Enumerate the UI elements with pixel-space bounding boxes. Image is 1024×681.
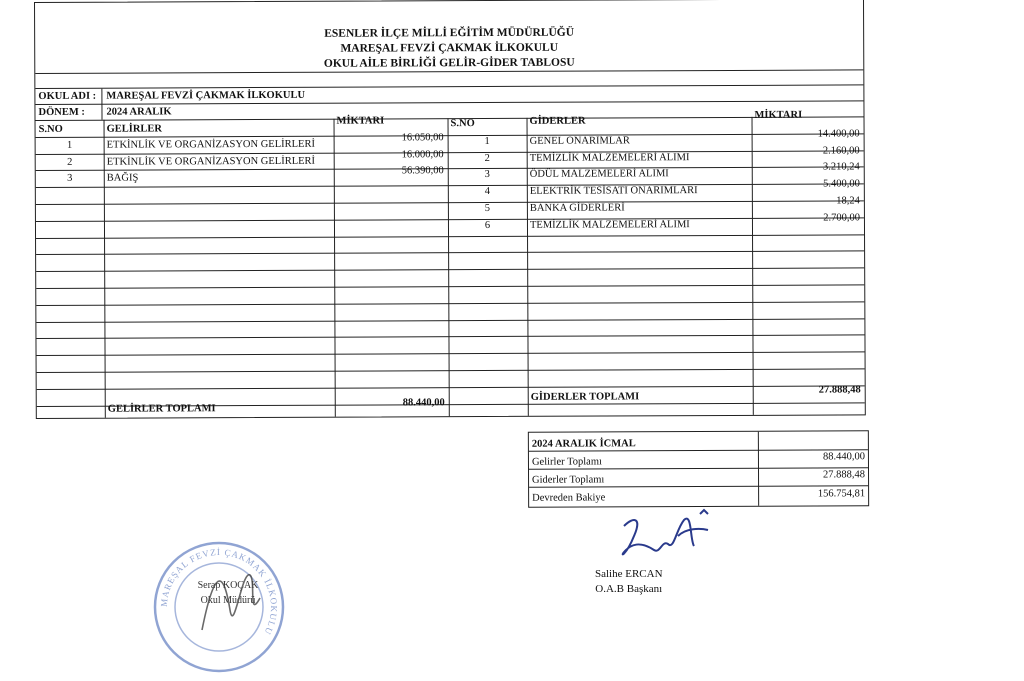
expense-row-amount: 3.210,24	[822, 161, 860, 173]
divider	[37, 352, 865, 357]
summary-value: 27.888,48	[823, 469, 866, 481]
income-row-amount: 16.050,00	[401, 132, 444, 144]
expense-row-name: TEMİZLİK MALZEMELERİ ALIMI	[529, 151, 690, 164]
income-expense-table	[34, 0, 866, 419]
income-row-name: ETKİNLİK VE ORGANİZASYON GELİRLERİ	[106, 138, 315, 151]
monthly-summary-table	[528, 430, 869, 507]
summary-title: 2024 ARALIK İCMAL	[531, 438, 636, 450]
expense-row-amount: 2.700,00	[823, 212, 860, 224]
school-name: MAREŞAL FEVZİ ÇAKMAK İLKOKULU	[106, 89, 306, 102]
school-seal-stamp	[152, 540, 286, 674]
expense-row-amount: 2.160,00	[822, 144, 860, 157]
expense-row-name: GENEL ONARIMLAR	[529, 135, 630, 147]
oab-signature	[604, 506, 714, 570]
expense-row-number: 4	[484, 186, 490, 198]
column-header-sno: S.NO	[450, 118, 475, 130]
stamp-ring-text: MAREŞAL FEVZİ ÇAKMAK İLKOKULU	[158, 546, 280, 637]
header-line-3: OKUL AİLE BİRLİĞİ GELİR-GİDER TABLOSU	[323, 56, 575, 70]
divider	[36, 268, 864, 273]
summary-value: 88.440,00	[822, 451, 865, 463]
expense-total-label: GİDERLER TOPLAMI	[530, 391, 640, 403]
period-label: DÖNEM :	[38, 106, 85, 118]
stamp-title: Okul Müdürü	[200, 595, 256, 606]
expense-row-amount: 5.400,00	[823, 178, 860, 190]
divider	[37, 368, 865, 373]
expense-row-name: BANKA GİDERLERİ	[529, 202, 625, 214]
income-total-label: GELİRLER TOPLAMI	[107, 403, 216, 415]
header-line-1: ESENLER İLÇE MİLLİ EĞİTİM MÜDÜRLÜĞÜ	[324, 26, 575, 40]
divider	[36, 335, 864, 340]
divider	[101, 89, 102, 120]
expense-row-amount: 14.400,00	[817, 128, 860, 140]
document-header	[35, 0, 863, 74]
summary-value: 156.754,81	[817, 488, 866, 500]
period-value: 2024 ARALIK	[106, 106, 172, 118]
income-row-name: ETKİNLİK VE ORGANİZASYON GELİRLERİ	[106, 155, 316, 168]
expense-row-name: ÖDÜL MALZEMELERİ ALIMI	[529, 168, 669, 181]
column-header-income: GELİRLER	[106, 123, 163, 135]
divider	[36, 284, 864, 289]
column-header-amount: MİKTARI	[754, 109, 803, 121]
divider	[36, 251, 864, 256]
income-row-name: BAĞIŞ	[106, 172, 139, 185]
divider	[334, 119, 336, 417]
divider	[36, 301, 864, 306]
divider	[527, 118, 529, 416]
school-label: OKUL ADI :	[38, 90, 97, 102]
expense-total-value: 27.888,48	[818, 384, 861, 396]
column-header-expense: GİDERLER	[529, 115, 586, 127]
divider	[37, 385, 865, 390]
signer-title: O.A.B Başkanı	[595, 583, 663, 595]
expense-row-amount: 18,24	[836, 195, 860, 207]
column-header-amount: MİKTARI	[336, 115, 385, 127]
income-row-number: 1	[66, 139, 73, 151]
expense-row-number: 3	[484, 169, 490, 181]
divider	[36, 234, 864, 239]
expense-row-number: 5	[484, 203, 491, 215]
expense-row-number: 6	[484, 219, 491, 231]
income-row-amount: 56.390,00	[401, 165, 444, 177]
divider	[104, 120, 106, 418]
oab-signature-block	[595, 567, 663, 597]
expense-row-number: 2	[484, 152, 490, 164]
income-row-number: 2	[67, 156, 73, 168]
expense-row-number: 1	[484, 135, 490, 147]
header-line-2: MAREŞAL FEVZİ ÇAKMAK İLKOKULU	[340, 41, 559, 55]
summary-label: Gelirler Toplamı	[531, 456, 602, 468]
signer-name: Salihe ERCAN	[595, 568, 663, 580]
income-row-number: 3	[67, 173, 73, 185]
summary-label: Devreden Bakiye	[532, 492, 606, 504]
stamp-name: Serap KOÇAK	[197, 580, 259, 591]
income-row-amount: 16.000,00	[401, 148, 444, 160]
expense-row-name: ELEKTRİK TESİSATI ONARIMLARI	[529, 185, 698, 198]
summary-label: Giderler Toplamı	[532, 474, 605, 486]
expense-row-name: TEMİZLİK MALZEMELERİ ALIMI	[529, 218, 690, 231]
divider	[35, 84, 863, 89]
column-header-sno: S.NO	[38, 123, 63, 135]
income-total-value: 88.440,00	[402, 397, 445, 409]
divider	[36, 318, 864, 323]
